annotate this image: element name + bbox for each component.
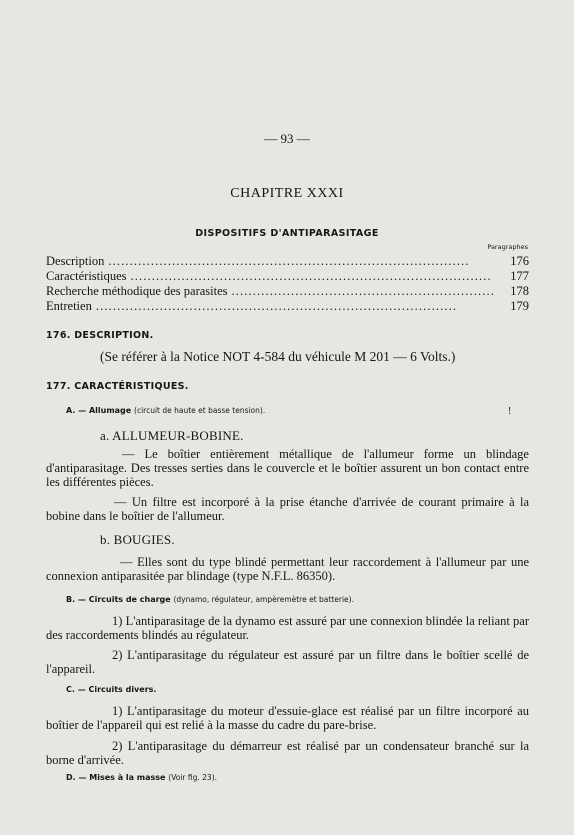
toc-entry-number: 177 — [510, 269, 529, 283]
toc-entry — [46, 284, 529, 299]
paragraph-text: 2) L'antiparasitage du régulateur est assuré par un filtre dans le boîtier scellé de l'appareil. — [46, 648, 529, 676]
toc-leader — [232, 284, 495, 299]
toc-leader — [108, 254, 495, 269]
toc-entry — [46, 269, 529, 284]
section-heading-characteristics: 177. CARACTÉRISTIQUES. — [46, 381, 189, 392]
toc-entry-label: Caractéristiques — [46, 269, 127, 283]
paragraph-text: 2) L'antiparasitage du démarreur est réalisé par un condensateur branché sur la borne d'arrivée. — [46, 739, 529, 767]
toc-leader — [96, 299, 495, 314]
paragraph-text: 1) L'antiparasitage de la dynamo est assuré par une connexion blindée la reliant par des raccordements blindés au régulateur. — [46, 614, 529, 642]
paragraph — [46, 447, 529, 489]
paragraph — [46, 739, 529, 767]
paragraph — [46, 495, 529, 523]
paragraph-text: 1) L'antiparasitage du moteur d'essuie-glace est réalisé par un filtre incorporé au boîtier de l'appareil qui est relié à la masse du cadre du pare-brise. — [46, 704, 529, 732]
table-of-contents — [46, 254, 529, 314]
toc-entry-number: 179 — [510, 299, 529, 313]
paragraph — [46, 648, 529, 676]
item-heading-distributor-coil: a. ALLUMEUR-BOBINE. — [100, 428, 244, 443]
chapter-title: CHAPITRE XXXI — [230, 186, 344, 201]
toc-entry — [46, 299, 529, 314]
toc-entry-number: 176 — [510, 254, 529, 268]
subsection-title: A. — Allumage — [66, 406, 132, 415]
subsection-title: B. — Circuits de charge — [66, 595, 171, 604]
toc-entry — [46, 254, 529, 269]
subsection-heading-charging — [66, 595, 354, 604]
subsection-note: (dynamo, régulateur, ampèremètre et batterie). — [173, 595, 354, 604]
page-number: — 93 — — [264, 131, 310, 146]
paragraph — [46, 555, 529, 583]
toc-entry-number: 178 — [510, 284, 529, 298]
subsection-note: (Voir fig. 23). — [168, 773, 218, 782]
section-heading-description: 176. DESCRIPTION. — [46, 330, 154, 341]
toc-column-label: Paragraphes — [487, 243, 528, 251]
margin-mark: ! — [508, 406, 512, 417]
item-heading-spark-plugs: b. BOUGIES. — [100, 532, 175, 547]
description-text: (Se référer à la Notice NOT 4-584 du véhicule M 201 — 6 Volts.) — [100, 349, 456, 364]
toc-entry-label: Description — [46, 254, 105, 268]
toc-entry-label: Recherche méthodique des parasites — [46, 284, 228, 298]
toc-entry-label: Entretien — [46, 299, 92, 313]
subsection-title: D. — Mises à la masse — [66, 773, 166, 782]
subsection-heading-grounding — [66, 773, 217, 782]
subsection-heading-misc: C. — Circuits divers. — [66, 685, 157, 694]
paragraph-text: — Un filtre est incorporé à la prise étanche d'arrivée de courant primaire à la bobine dans le boîtier de l'allumeur. — [46, 495, 529, 523]
subsection-heading-ignition — [66, 406, 265, 415]
paragraph — [46, 704, 529, 732]
subsection-note: (circuit de haute et basse tension). — [134, 406, 266, 415]
paragraph-text: — Le boîtier entièrement métallique de l'allumeur forme un blindage d'antiparasitage. Des tresses serties dans le couvercle et le boîtier assurent un bon contact entre les différentes pièces. — [46, 447, 529, 489]
toc-leader — [131, 269, 495, 284]
chapter-subject: DISPOSITIFS D'ANTIPARASITAGE — [195, 228, 379, 239]
paragraph-text: — Elles sont du type blindé permettant leur raccordement à l'allumeur par une connexion antiparasitée par blindage (type N.F.L. 86350). — [46, 555, 529, 583]
paragraph — [46, 614, 529, 642]
